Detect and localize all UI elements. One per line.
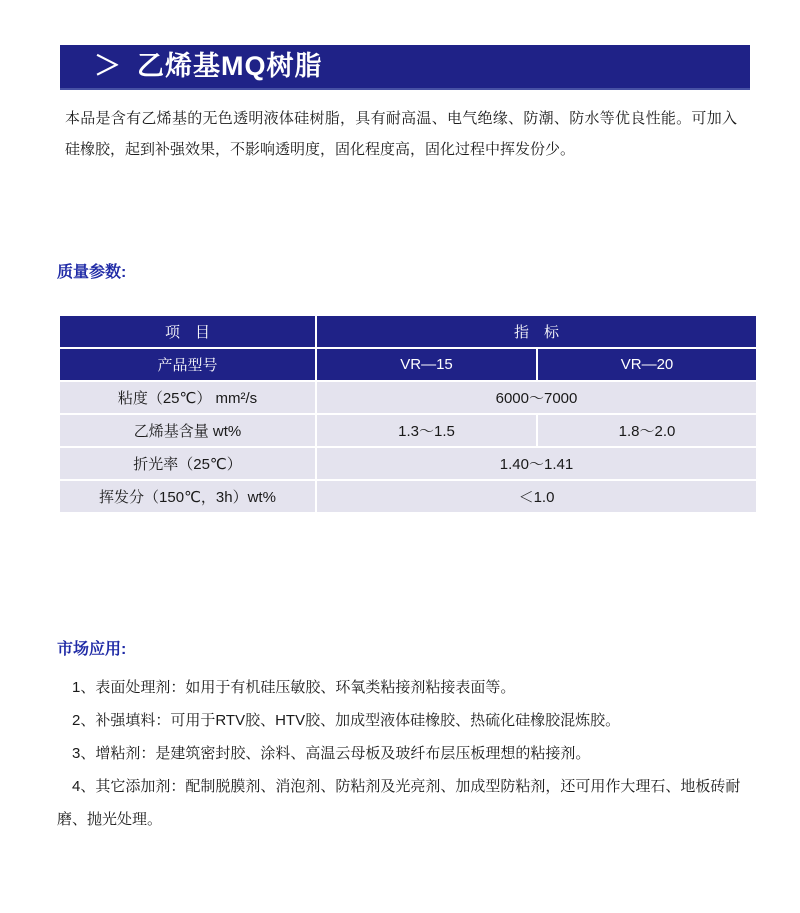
- table-row: [59, 447, 757, 480]
- chevron-right-icon: ＞: [94, 51, 121, 81]
- row-vinyl-content-vr20: 1.8～2.0: [537, 414, 757, 447]
- page-title: 乙烯基MQ树脂: [137, 51, 323, 81]
- table-row: [59, 414, 757, 447]
- market-applications-list: [57, 671, 750, 836]
- table-header-vr20: VR—20: [537, 348, 757, 381]
- row-viscosity-label: 粘度（25℃） mm²/s: [59, 381, 316, 414]
- product-description: 本品是含有乙烯基的无色透明液体硅树脂，具有耐高温、电气绝缘、防潮、防水等优良性能。可加入硅橡胶，起到补强效果，不影响透明度，固化程度高，固化过程中挥发份少。: [65, 110, 737, 158]
- row-vinyl-content-vr15: 1.3～1.5: [316, 414, 537, 447]
- table-row: [59, 348, 757, 381]
- table-header-item: 项 目: [59, 315, 316, 348]
- table-header-vr15: VR—15: [316, 348, 537, 381]
- quality-parameters-label: 质量参数:: [57, 264, 127, 281]
- list-item: 4、其它添加剂：配制脱膜剂、消泡剂、防粘剂及光亮剂、加成型防粘剂，还可用作大理石、地板砖耐磨、抛光处理。: [57, 778, 741, 828]
- list-item: 2、补强填料：可用于RTV胶、HTV胶、加成型液体硅橡胶、热硫化硅橡胶混炼胶。: [72, 712, 621, 729]
- list-item: 1、表面处理剂：如用于有机硅压敏胶、环氧类粘接剂粘接表面等。: [72, 679, 516, 696]
- table-header-product-model: 产品型号: [59, 348, 316, 381]
- list-item: 3、增粘剂：是建筑密封胶、涂料、高温云母板及玻纤布层压板理想的粘接剂。: [72, 745, 591, 762]
- row-refractive-index-value: 1.40～1.41: [316, 447, 757, 480]
- market-applications-label: 市场应用:: [57, 641, 127, 658]
- row-volatiles-label: 挥发分（150℃，3h）wt%: [59, 480, 316, 513]
- table-row: [59, 315, 757, 348]
- page-title-banner: [60, 45, 750, 90]
- table-header-indicator: 指 标: [316, 315, 757, 348]
- row-vinyl-content-label: 乙烯基含量 wt%: [59, 414, 316, 447]
- row-volatiles-value: ＜1.0: [316, 480, 757, 513]
- row-viscosity-value: 6000～7000: [316, 381, 757, 414]
- table-row: [59, 480, 757, 513]
- table-row: [59, 381, 757, 414]
- quality-parameters-table: [58, 314, 758, 514]
- row-refractive-index-label: 折光率（25℃）: [59, 447, 316, 480]
